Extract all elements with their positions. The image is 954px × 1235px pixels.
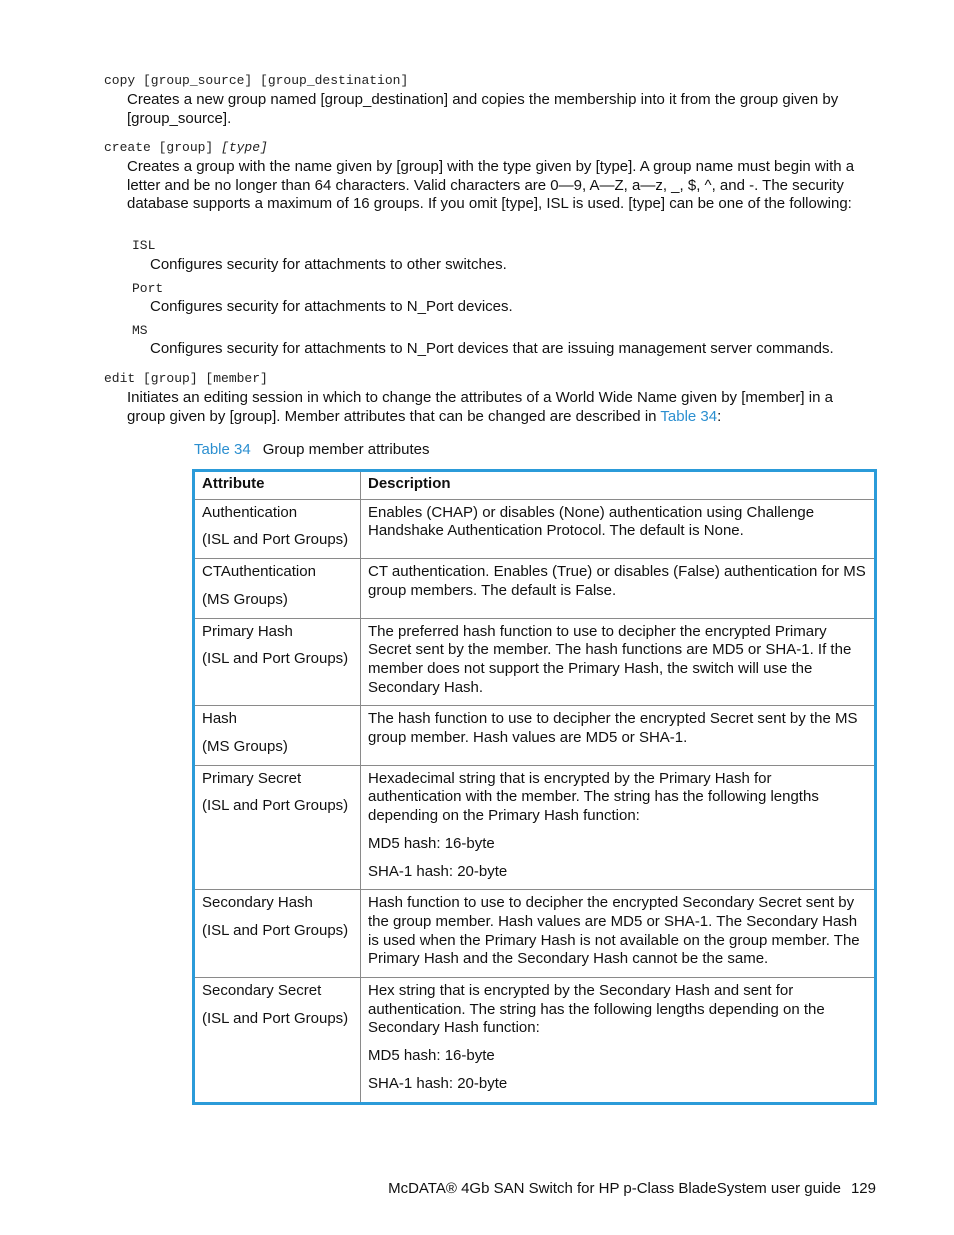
- type-isl-description: Configures security for attachments to other switches.: [150, 256, 507, 273]
- attribute-name: Authentication: [202, 503, 298, 521]
- attribute-name: Hash: [202, 710, 238, 728]
- attribute-name: Secondary Secret: [202, 982, 322, 1000]
- header-attribute: Attribute: [194, 471, 361, 500]
- edit-command-syntax: edit [group] [member]: [104, 371, 268, 386]
- attribute-scope: (MS Groups): [202, 590, 288, 608]
- table-row: [194, 499, 876, 558]
- table-row: [194, 765, 876, 890]
- table-row: [194, 890, 876, 978]
- type-ms-name: MS: [132, 323, 148, 338]
- description-cell: [361, 890, 876, 978]
- description-cell: [361, 559, 876, 618]
- attribute-scope: (ISL and Port Groups): [202, 531, 349, 549]
- type-ms-description: Configures security for attachments to N_Port devices that are issuing management server commands.: [150, 340, 834, 357]
- md5-length: MD5 hash: 16-byte: [368, 1047, 495, 1065]
- table-row: [194, 706, 876, 765]
- description-cell: [361, 765, 876, 890]
- type-port-name: Port: [132, 281, 164, 296]
- description-text: Hex string that is encrypted by the Secondary Hash and sent for authentication. The string has the following lengths depending on the Secondary Hash function:: [368, 982, 825, 1037]
- page-number: 129: [850, 1180, 876, 1197]
- attribute-scope: (MS Groups): [202, 738, 288, 756]
- attribute-name: Primary Secret: [202, 769, 302, 787]
- table-row: [194, 559, 876, 618]
- attribute-cell: [194, 765, 361, 890]
- type-port-description: Configures security for attachments to N_Port devices.: [150, 298, 513, 315]
- create-command-syntax: [104, 140, 268, 155]
- edit-description-end: :: [717, 407, 722, 425]
- attribute-cell: [194, 706, 361, 765]
- create-syntax-plain: create [group]: [104, 140, 222, 155]
- edit-description-text: Initiates an editing session in which to change the attributes of a World Wide Name given by [member] in a group given by [group]. Member attributes that can be changed are described in: [127, 389, 833, 425]
- attribute-cell: [194, 618, 361, 706]
- header-description: Description: [361, 471, 876, 500]
- table-row: [194, 978, 876, 1104]
- attribute-cell: [194, 978, 361, 1104]
- description-text: The hash function to use to decipher the encrypted Secret sent by the MS group member. Hash values are MD5 or SHA-1.: [368, 710, 858, 747]
- md5-length: MD5 hash: 16-byte: [368, 834, 495, 852]
- footer-title: McDATA® 4Gb SAN Switch for HP p-Class BladeSystem user guide: [388, 1180, 841, 1197]
- attribute-cell: [194, 890, 361, 978]
- table-header-row: [194, 471, 876, 500]
- attribute-name: Primary Hash: [202, 622, 293, 640]
- copy-command-syntax: copy [group_source] [group_destination]: [104, 73, 409, 88]
- description-cell: [361, 706, 876, 765]
- description-text: Hash function to use to decipher the encrypted Secondary Secret sent by the group member. Hash values are MD5 or SHA-1. The Secondary Hash is used when the Primary Hash is not available on the group member. The Primary Hash and the Secondary Hash cannot be the same.: [368, 894, 860, 968]
- create-command-description: Creates a group with the name given by [group] with the type given by [type]. A group name must begin with a letter and be no longer than 64 characters. Valid characters are 0—9, A—Z, a—z, _, $, ^, and -. The security database supports a maximum of 16 groups. If you omit [type], ISL is used. [type] can be one of the following:: [127, 158, 855, 213]
- table-number: Table 34: [194, 441, 251, 458]
- description-text: Enables (CHAP) or disables (None) authentication using Challenge Handshake Authentication Protocol. The default is None.: [368, 503, 815, 540]
- attribute-name: CTAuthentication: [202, 563, 316, 581]
- page-footer: [388, 1180, 876, 1197]
- group-member-attributes-table: [192, 469, 877, 1105]
- attribute-scope: (ISL and Port Groups): [202, 921, 349, 939]
- table-row: [194, 618, 876, 706]
- attribute-cell: [194, 499, 361, 558]
- description-text: The preferred hash function to use to decipher the encrypted Primary Secret sent by the member. The hash functions are MD5 or SHA-1. If the member does not support the Primary Hash, the switch will use the Secondary Hash.: [368, 622, 852, 696]
- attribute-scope: (ISL and Port Groups): [202, 797, 349, 815]
- table-caption: [194, 441, 429, 458]
- table-34-link[interactable]: Table 34: [660, 407, 718, 425]
- attribute-cell: [194, 559, 361, 618]
- attribute-name: Secondary Hash: [202, 894, 313, 912]
- description-text: Hexadecimal string that is encrypted by the Primary Hash for authentication with the member. The string has the following lengths depending on the Primary Hash function:: [368, 769, 819, 825]
- attribute-scope: (ISL and Port Groups): [202, 650, 349, 668]
- description-cell: [361, 978, 876, 1104]
- type-isl-name: ISL: [132, 238, 156, 253]
- description-text: CT authentication. Enables (True) or disables (False) authentication for MS group members. The default is False.: [368, 563, 866, 599]
- copy-command-description: Creates a new group named [group_destination] and copies the membership into it from the group given by [group_source].: [127, 91, 839, 127]
- description-cell: [361, 618, 876, 706]
- edit-command-description: [127, 389, 867, 426]
- create-syntax-type: [type]: [221, 140, 268, 155]
- attribute-scope: (ISL and Port Groups): [202, 1009, 349, 1027]
- sha1-length: SHA-1 hash: 20-byte: [368, 862, 508, 880]
- sha1-length: SHA-1 hash: 20-byte: [368, 1074, 508, 1092]
- description-cell: [361, 499, 876, 558]
- table-title: Group member attributes: [262, 441, 430, 458]
